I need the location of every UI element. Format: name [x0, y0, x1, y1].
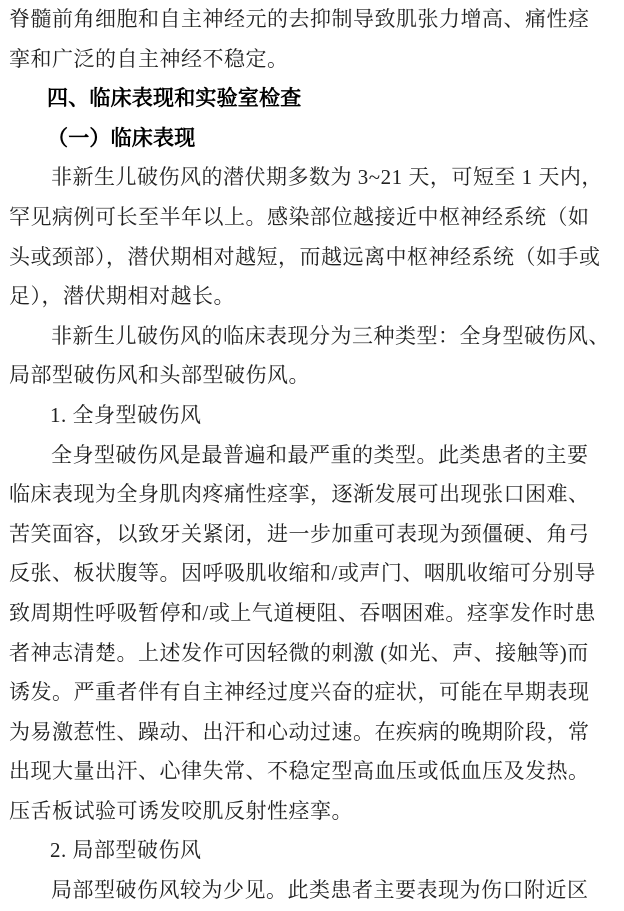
text-line: 局部型破伤风和头部型破伤风。: [9, 363, 310, 388]
text-line: 临床表现为全身肌肉疼痛性痉挛，逐渐发展可出现张口困难、: [9, 482, 590, 507]
section-heading: 四、临床表现和实验室检查: [47, 87, 302, 111]
text-line: 诱发。严重者伴有自主神经过度兴奋的症状，可能在早期表现: [9, 680, 590, 705]
subsection-heading: （一）临床表现: [47, 126, 196, 150]
text-line: 非新生儿破伤风的临床表现分为三种类型：全身型破伤风、: [51, 323, 610, 348]
text-line: 罕见病例可长至半年以上。感染部位越接近中枢神经系统（如: [9, 204, 590, 229]
text-line: 反张、板状腹等。因呼吸肌收缩和/或声门、咽肌收缩可分别导: [9, 561, 596, 586]
text-line: 为易激惹性、躁动、出汗和心动过速。在疾病的晚期阶段，常: [9, 719, 590, 744]
text-line: 脊髓前角细胞和自主神经元的去抑制导致肌张力增高、痛性痉: [9, 7, 590, 31]
numbered-item-heading: 1. 全身型破伤风: [50, 402, 202, 427]
text-line: 足），潜伏期相对越长。: [9, 284, 235, 309]
text-line: 出现大量出汗、心律失常、不稳定型高血压或低血压及发热。: [9, 759, 590, 784]
text-line: 挛和广泛的自主神经不稳定。: [9, 46, 289, 71]
numbered-item-heading: 2. 局部型破伤风: [50, 838, 202, 863]
text-line: 局部型破伤风较为少见。此类患者主要表现为伤口附近区: [51, 878, 589, 903]
text-line: 非新生儿破伤风的潜伏期多数为 3~21 天，可短至 1 天内，: [51, 165, 603, 190]
text-line: 致周期性呼吸暂停和/或上气道梗阻、吞咽困难。痉挛发作时患: [9, 600, 596, 625]
text-line: 全身型破伤风是最普遍和最严重的类型。此类患者的主要: [51, 442, 589, 467]
text-line: 苦笑面容，以致牙关紧闭，进一步加重可表现为颈僵硬、角弓: [9, 521, 590, 546]
text-line: 压舌板试验可诱发咬肌反射性痉挛。: [9, 798, 353, 823]
text-line: 者神志清楚。上述发作可因轻微的刺激 (如光、声、接触等)而: [9, 640, 589, 665]
text-line: 头或颈部），潜伏期相对越短，而越远离中枢神经系统（如手或: [9, 244, 601, 269]
